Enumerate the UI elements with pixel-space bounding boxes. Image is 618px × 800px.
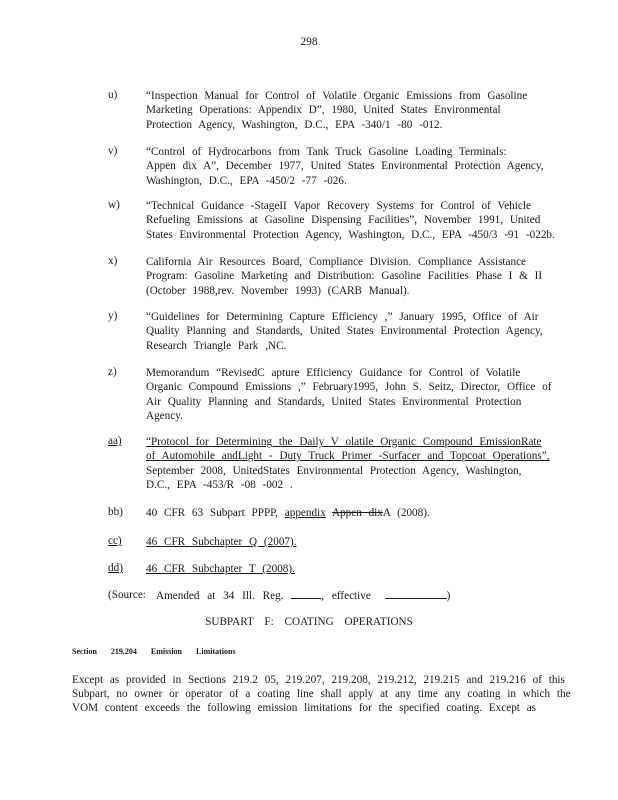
source-prefix: (Source: <box>108 589 146 601</box>
reference-label: x) <box>108 255 118 267</box>
reference-line: 46 CFR Subchapter Q (2007). <box>146 536 297 548</box>
reference-label: cc) <box>108 535 122 547</box>
section-paragraph <box>72 673 571 716</box>
reference-line: Research Triangle Park ,NC. <box>146 339 287 352</box>
reference-line: “Guidelines for Determining Capture Efficiency ,” January 1995, Office of Air <box>146 311 539 323</box>
inserted-text: appendix <box>284 507 326 519</box>
reference-line: Memorandum “RevisedC apture Efficiency Guidance for Control of Volatile <box>146 367 521 379</box>
reference-line: Organic Compound Emissions ,” February1995, John S. Seitz, Director, Office of <box>146 381 552 394</box>
reference-text <box>146 435 550 492</box>
bb-year: A (2008). <box>382 507 430 519</box>
reference-text <box>146 310 546 353</box>
reference-text <box>146 506 546 520</box>
reference-line: “Control of Hydrocarbons from Tank Truck Gasoline Loading Terminals: <box>146 146 507 158</box>
reference-line: of Automobile andLight - Duty Truck Primer -Surfacer and Topcoat Operations”, <box>146 450 550 463</box>
register-blank <box>291 589 321 599</box>
reference-line: September 2008, UnitedStates Environmental Protection Agency, Washington, <box>146 464 522 477</box>
reference-line: Agency. <box>146 409 183 422</box>
source-effective: , effective <box>321 590 371 602</box>
reference-label: w) <box>108 199 120 211</box>
reference-text <box>146 366 552 423</box>
paragraph-line: VOM content exceeds the following emission limitations for the specified coating. Except as <box>72 702 537 715</box>
source-text: Amended at 34 Ill. Reg. <box>156 590 284 602</box>
reference-line: Quality Planning and Standards, United States Environmental Protection Agency, <box>146 325 543 338</box>
reference-label: aa) <box>108 435 122 447</box>
reference-label: v) <box>108 145 118 157</box>
deleted-text: Appen dix <box>331 507 383 519</box>
reference-line: Air Quality Planning and Standards, United States Environmental Protection <box>146 395 522 408</box>
reference-line: Refueling Emissions at Gasoline Dispensing Facilities”, November 1991, United <box>146 214 541 227</box>
reference-label: dd) <box>108 562 123 574</box>
reference-label: u) <box>108 89 118 101</box>
section-heading: Section 219.204 Emission Limitations <box>72 647 236 656</box>
reference-text <box>146 145 546 188</box>
effective-date-blank <box>385 589 447 599</box>
reference-text <box>146 199 555 242</box>
reference-line: D.C., EPA -453/R -08 -002 . <box>146 478 293 491</box>
reference-label: z) <box>108 366 117 378</box>
reference-line: Appen dix A”, December 1977, United States Environmental Protection Agency, <box>146 160 544 173</box>
reference-line: Marketing Operations: Appendix D”, 1980, United States Environmental <box>146 104 501 117</box>
subpart-title: SUBPART F: COATING OPERATIONS <box>205 616 413 628</box>
reference-text <box>146 89 546 132</box>
source-suffix: ) <box>446 590 451 602</box>
reference-label: bb) <box>108 506 123 518</box>
reference-line: “Protocol for Determining the Daily V olatile Organic Compound EmissionRate <box>146 436 542 448</box>
reference-line: States Environmental Protection Agency, Washington, D.C., EPA -450/3 -91 -022b. <box>146 228 555 241</box>
reference-text <box>146 535 546 549</box>
reference-line: “Inspection Manual for Control of Volatile Organic Emissions from Gasoline <box>146 90 528 102</box>
reference-line: (October 1988,rev. November 1993) (CARB Manual). <box>146 284 410 297</box>
page-number: 298 <box>300 36 318 48</box>
reference-line: 46 CFR Subchapter T (2008). <box>146 563 295 575</box>
reference-line: Protection Agency, Washington, D.C., EPA -340/1 -80 -012. <box>146 118 443 131</box>
reference-text <box>146 562 546 576</box>
reference-line: California Air Resources Board, Compliance Division. Compliance Assistance <box>146 256 527 268</box>
reference-text <box>146 255 546 298</box>
reference-line: “Technical Guidance -StageII Vapor Recovery Systems for Control of Vehicle <box>146 200 531 212</box>
bb-citation: 40 CFR 63 Subpart PPPP, <box>146 507 278 519</box>
reference-label: y) <box>108 310 118 322</box>
source-body <box>156 589 556 603</box>
reference-line: Program: Gasoline Marketing and Distribution: Gasoline Facilities Phase I & II <box>146 270 543 283</box>
paragraph-line: Except as provided in Sections 219.2 05, 219.207, 219.208, 219.212, 219.215 and 219.216 of this <box>72 674 565 686</box>
reference-line: Washington, D.C., EPA -450/2 -77 -026. <box>146 174 347 187</box>
paragraph-line: Subpart, no owner or operator of a coating line shall apply at any time any coating in which the <box>72 688 571 701</box>
